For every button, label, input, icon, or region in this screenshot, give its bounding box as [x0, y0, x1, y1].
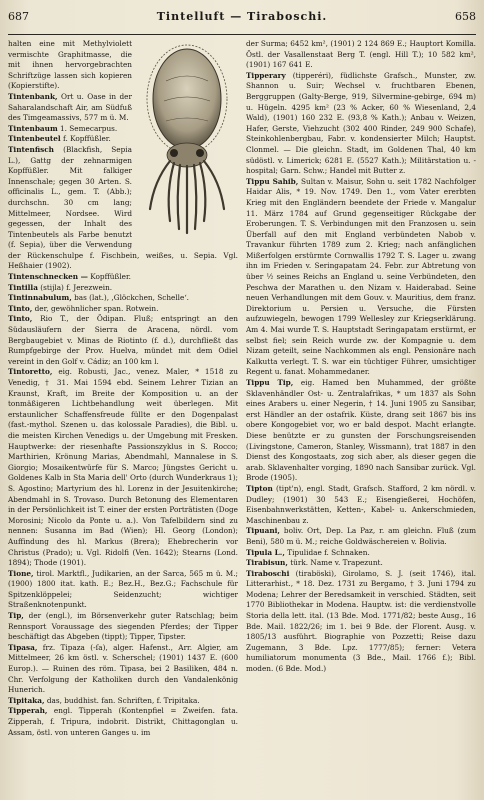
dictionary-entry — [8, 283, 238, 294]
dictionary-entry — [8, 706, 238, 738]
entry-headword: Tirabisun, — [246, 558, 288, 568]
dictionary-entry — [8, 611, 238, 643]
entry-headword: Tintilla — [8, 282, 38, 292]
entry-text: Kopffüßler. — [90, 272, 131, 282]
entry-text: f. Kopffüßler. — [63, 134, 111, 144]
entry-headword: Tippu Sahib, — [246, 176, 299, 186]
entry-headword: Tintenfisch — [8, 144, 54, 154]
dictionary-entry — [8, 304, 238, 315]
dictionary-entry — [246, 378, 476, 484]
entry-headword: Tipasa, — [8, 642, 38, 652]
entry-text: Sultan v. Maisur, Sohn u. seit 1782 Nachfolger Haidar Alis, * 19. Nov. 1749. Den 1., vom Vater ererbten Krieg mit den Engländern beendete der Friede v. Mangalur 11. März 1784 auf Grund gegenseitiger Rückgabe der Eroberungen. T. S. Verbindungen mit den Franzosen u. sein Überfall auf den mit England verbündeten Nabob v. Travankur führten 1789 zum 2. Krieg; nach anfänglichen Mißerfolgen erstürmte Cornwallis 1792 T. S. Lager u. zwang ihn im Frieden v. Seringapatam 24. Febr. zur Abtretung von über ½ seines Reichs an England u. seine Verbündeten, den Peschwa der Marathen u. den Nizam v. Haiderabad. Seine neuen Verhandlungen mit dem Gouv. v. Mauritius, dem franz. Direktorium u. Persien u. Versuche, die Fürsten aufzuwiegeln, bewogen 1799 Wellesley zur Kriegserklärung. Am 4. Mai wurde T. S. Hauptstadt Seringapatam erstürmt, er selbst fiel; sein Reich wurde zw. der Kompagnie u. dem Nizam geteilt, seine Nachkommen als engl. Pensionäre nach Kalkutta verlegt. T. S. war ein tüchtiger Führer, umsichtiger Regent u. fanat. Mohammedaner. — [246, 176, 476, 377]
entry-text: halten eine mit Methylviolett vermischte Graphitmasse, die mit ihnen hervorgebrachten Schriftzüge lassen sich kopieren (Kopierstifte). — [8, 39, 132, 91]
right-column — [246, 39, 476, 791]
entry-headword: Tintenbeutel — [8, 134, 61, 144]
entry-headword: Tipton — [246, 483, 273, 493]
entry-headword: Tippu Tip, — [246, 378, 294, 387]
dictionary-entry — [8, 643, 238, 696]
entry-headword: Tipula L., — [246, 547, 285, 557]
entry-headword: Tintenbaum — [8, 123, 58, 133]
entry-headword: Tintoretto, — [8, 367, 53, 377]
entry-text: eig. Hamed ben Muhammed, der größte Sklavenhändler Ost- u. Zentralafrikas, * um 1837 als Sohn eines Arabers u. einer Negerin, † 14. Juni 1905 zu Sansibar, erst Händler an der ostafrik. Küste, drang seit 1867 bis ins obere Kongogebiet vor, wo er bald despot. Macht erlangte. Diese benützte er zu gunsten der Forschungsreisenden (Livingstone, Cameron, Stanley, Wissmann), trat 1887 in den Dienst des Kongostaats, zog sich aber, als dieser gegen die arab. Sklavenhalter vorging, 1890 nach Sansibar zurück. Vgl. Brode (1905). — [246, 378, 476, 483]
dictionary-entry — [246, 484, 476, 526]
entry-text: bas (lat.), ‚Glöckchen, Schelle‘. — [74, 293, 189, 303]
dictionary-entry — [8, 293, 238, 304]
dictionary-entry — [246, 71, 476, 177]
dictionary-entry — [246, 548, 476, 559]
dictionary-entry — [246, 39, 476, 71]
entry-headword: Tiraboschi — [246, 568, 290, 578]
left-column — [8, 39, 238, 791]
entry-text: Tipulidae f. Schnaken. — [287, 547, 370, 557]
entry-text: türk. Name v. Trapezunt. — [290, 558, 383, 568]
entry-text: engl. Tipperah (Kontenpfiel = Zweifen. fata. Zipperah, f. Tripura, indobrit. Distrikt, Chittagonglan u. Assam, östl. von unteren Ganges u. im — [8, 706, 238, 737]
entry-headword: Tip, — [8, 611, 24, 621]
entry-text: eig. Robusti, Jac., venez. Maler, * 1518 zu Venedig, † 31. Mai 1594 ebd. Seinem Lehrer Tizian an Kraunst, Kraft, im Breite der Komposition u. an der tonmäßigeren Lichtbehandlung weit überlegen. Mit erstaunlicher Schaffensfreude füllte er den Dogenpalast (fast.-mythol. Szenen u. das kolossale Paradies), die Bibl. u. die meisten Kirchen Venedigs u. der Umgebung mit Fresken. Hauptwerke: der riesenhafte Passionszyklus in S. Rocco; Marthirien, Krönung Marias, Abendmahl, Mannalese in S. Giorgio; Mosaikentwürfe für S. Marco; Jüngstes Gericht u. Goldenes Kalb in Sta Maria dell' Orto (durch Wunderkraus 1); S. Agostino; Martyrium des hl. Lorenz in der Jesuitenkirche; Abendmahl in S. Trovaso. Durch Betonung des Elementaren in der Persönlichkeit ist T. einer der ersten Porträtisten (Doge Morosini; Nicolo da Ponte u. a.). Von Tafelbildern sind zu nennen: Susanna im Bad (Wien); Hl. Georg (London); Auffindung des hl. Markus (Brera); Ehebrecherin vor Christus (Prado); u. Vgl. Ridolfi (Ven. 1642); Stearns (Lond. 1894); Thode (1901). — [8, 367, 238, 568]
page-header — [8, 10, 476, 35]
entry-headword: Tinto, — [8, 314, 33, 324]
entry-text: boliv. Ort, Dep. La Paz, r. am gleichn. Fluß (zum Beni), 580 m ü. M.; reiche Goldwäschereien v. Bolivia. — [246, 526, 476, 546]
entry-text: der Surma; 6452 km², (1901) 2 124 869 E.; Hauptort Komilla. Östl. der Vasallenstaat Berg T. (engl. Hill T.); 10 582 km², (1901) 167 641 E. — [246, 39, 476, 70]
entry-text: (tipt'n), engl. Stadt, Grafsch. Stafford, 2 km nördl. v. Dudley; (1901) 30 543 E.; Eisengießerei, Hochöfen, Eisenbahnwerkstätten, Ketten-, Kabel- u. Ankerschmieden, Maschinenbau z. — [246, 483, 476, 525]
entry-headword: Tipperah, — [8, 706, 48, 716]
entry-text: Ort u. Oase in der Saharalandschaft Air, am Südfuß des Timgeamassivs, 577 m ü. M. — [8, 91, 132, 123]
cuttlefish-illustration — [136, 41, 238, 239]
dictionary-entry — [8, 367, 238, 568]
dictionary-entry — [246, 569, 476, 675]
entry-text: 1. Semecarpus. — [60, 123, 118, 133]
entry-text: (Blackfish, Sepia L.), Gattg der zehnarmigen Kopffüßler. Mit falkiger Innenschale; gegen 30 Arten. S. officinalis L., gem. T. (Abb.); durchschn. 30 cm lang; Mittelmeer, Nordsee. Wird gegessen, der Inhalt des Tintenbeutels als Farbe benutzt (f. Sepia), über die Verwendung der Rückenschulpe f. Fischbein, weißes, u. Sepia. Vgl. Heßhaier (1902). — [8, 144, 238, 271]
left-page-number: 687 — [8, 10, 29, 23]
entry-text: der (engl.), im Börsenverkehr guter Ratschlag; beim Rennsport Voraussage des siegenden Pferdes; der Tipper beschäftigt das Abgeben (tippt); Tipper, Tipster. — [8, 611, 238, 642]
entry-text: Rio T., der Ödipan. Fluß; entspringt an den Südausläufern der Sierra de Aracena, nördl. vom Bergbaugebiet v. Minas de Riotinto (f. d.), durchfließt das Rumpfgebirge der Prov. Huelva, mündet mit dem Odiel vereint in den Golf v. Cádiz; an 100 km l. — [8, 314, 238, 366]
dictionary-entry — [246, 177, 476, 378]
entry-text: der, gewöhnlicher span. Rotwein. — [34, 303, 159, 313]
dictionary-entry — [8, 314, 238, 367]
entry-text: das, buddhist. fan. Schriften, f. Tripitaka. — [46, 695, 200, 705]
cuttlefish-icon — [136, 41, 238, 239]
entry-headword: Tintenschnecken — — [8, 272, 88, 282]
running-title: Tintelluft — Tiraboschi. — [156, 10, 328, 23]
entry-headword: Tintinnabulum, — [8, 293, 72, 303]
entry-headword: Tintenbank, — [8, 91, 58, 101]
entry-text: (tiraböski), Girolamo, S. J. (seit 1746), ital. Litterarhist., * 18. Dez. 1731 zu Bergamo, † 3. Juni 1794 zu Modena; Lehrer der Beredsamkeit in verschied. Städten, seit 1770 Bibliothekar in Modena. Hauptw. ist: die verdienstvolle Storia della lett. ital. (13 Bde. Mod. 1771/82; beste Ausg., 16 Bde. Mail. 1822/26; im 1. bei 9 Bde. der Florent. Ausg. v. 1805/13 ausführt. Biographie von Pozzetti; Reise dazu Zugemann, 3 Bde. Lpz. 1777/85); ferner: Vetera humiliatorum monumenta (3 Bde., Mail. 1766 f.); Bibl. moden. (6 Bde. Mod.) — [246, 568, 476, 674]
entry-headword: Tipperary — [246, 70, 286, 80]
entry-text: frz. Tipaza (-ſa), alger. Hafenst., Arr. Algier, am Mittelmeer, 26 km östl. v. Scherschel; (1901) 1437 E. (600 Europ.). — Ruinen des röm. Tipasa, bei 2 Basiliken, 484 n. Chr. Verfolgung der Katholiken durch den Vandalenkönig Hunerich. — [8, 642, 238, 695]
entry-text: (stijla) f. Jerezwein. — [40, 282, 113, 292]
entry-headword: Tipuani, — [246, 526, 280, 536]
entry-text: tirol. Marktfl., Judikarien, an der Sarca, 565 m ü. M.; (1900) 1800 itat. kath. E.; Bez.H., Bez.G.; Fachschule für Spitzenklöppelei; Seidenzucht; wichtiger Straßenknotenpunkt. — [8, 568, 238, 610]
entry-headword: Tione, — [8, 568, 34, 578]
dictionary-entry — [8, 272, 238, 283]
dictionary-entry — [8, 569, 238, 611]
dictionary-entry — [246, 526, 476, 547]
dictionary-entry — [246, 558, 476, 569]
entry-headword: Tipitaka, — [8, 695, 45, 705]
entry-text: (tipperéri), füdlichste Grafsch., Munster, zw. Shannon u. Suir; Wechsel v. fruchtbaren Ebenen, Berggruppen (Galty-Berge, 919, Silvermine-gebirge, 694 m) u. Hügeln. 4295 km² (23 % Acker, 60 % Wiesenland, 2,4 Wald), (1901) 160 232 E. (93,8 % Kath.); Anbau v. Weizen, Hafer, Gerste, Viehzucht (302 400 Rinder, 249 900 Schafe), Steinkohlenbergbau, Fabr. v. kondensierter Milch; Hauptst. Clonmel. — Die gleichn. Stadt, im Goldenen Thal, 40 km südöstl. v. Limerick; 6281 E. (5527 Kath.); Militärstation u. -hospital; Garn. Schw.; Handel mit Butter z. — [246, 70, 476, 176]
text-columns — [8, 39, 476, 791]
entry-headword: Tinto, — [8, 303, 33, 313]
dictionary-entry — [8, 696, 238, 707]
right-page-number: 658 — [454, 10, 476, 23]
